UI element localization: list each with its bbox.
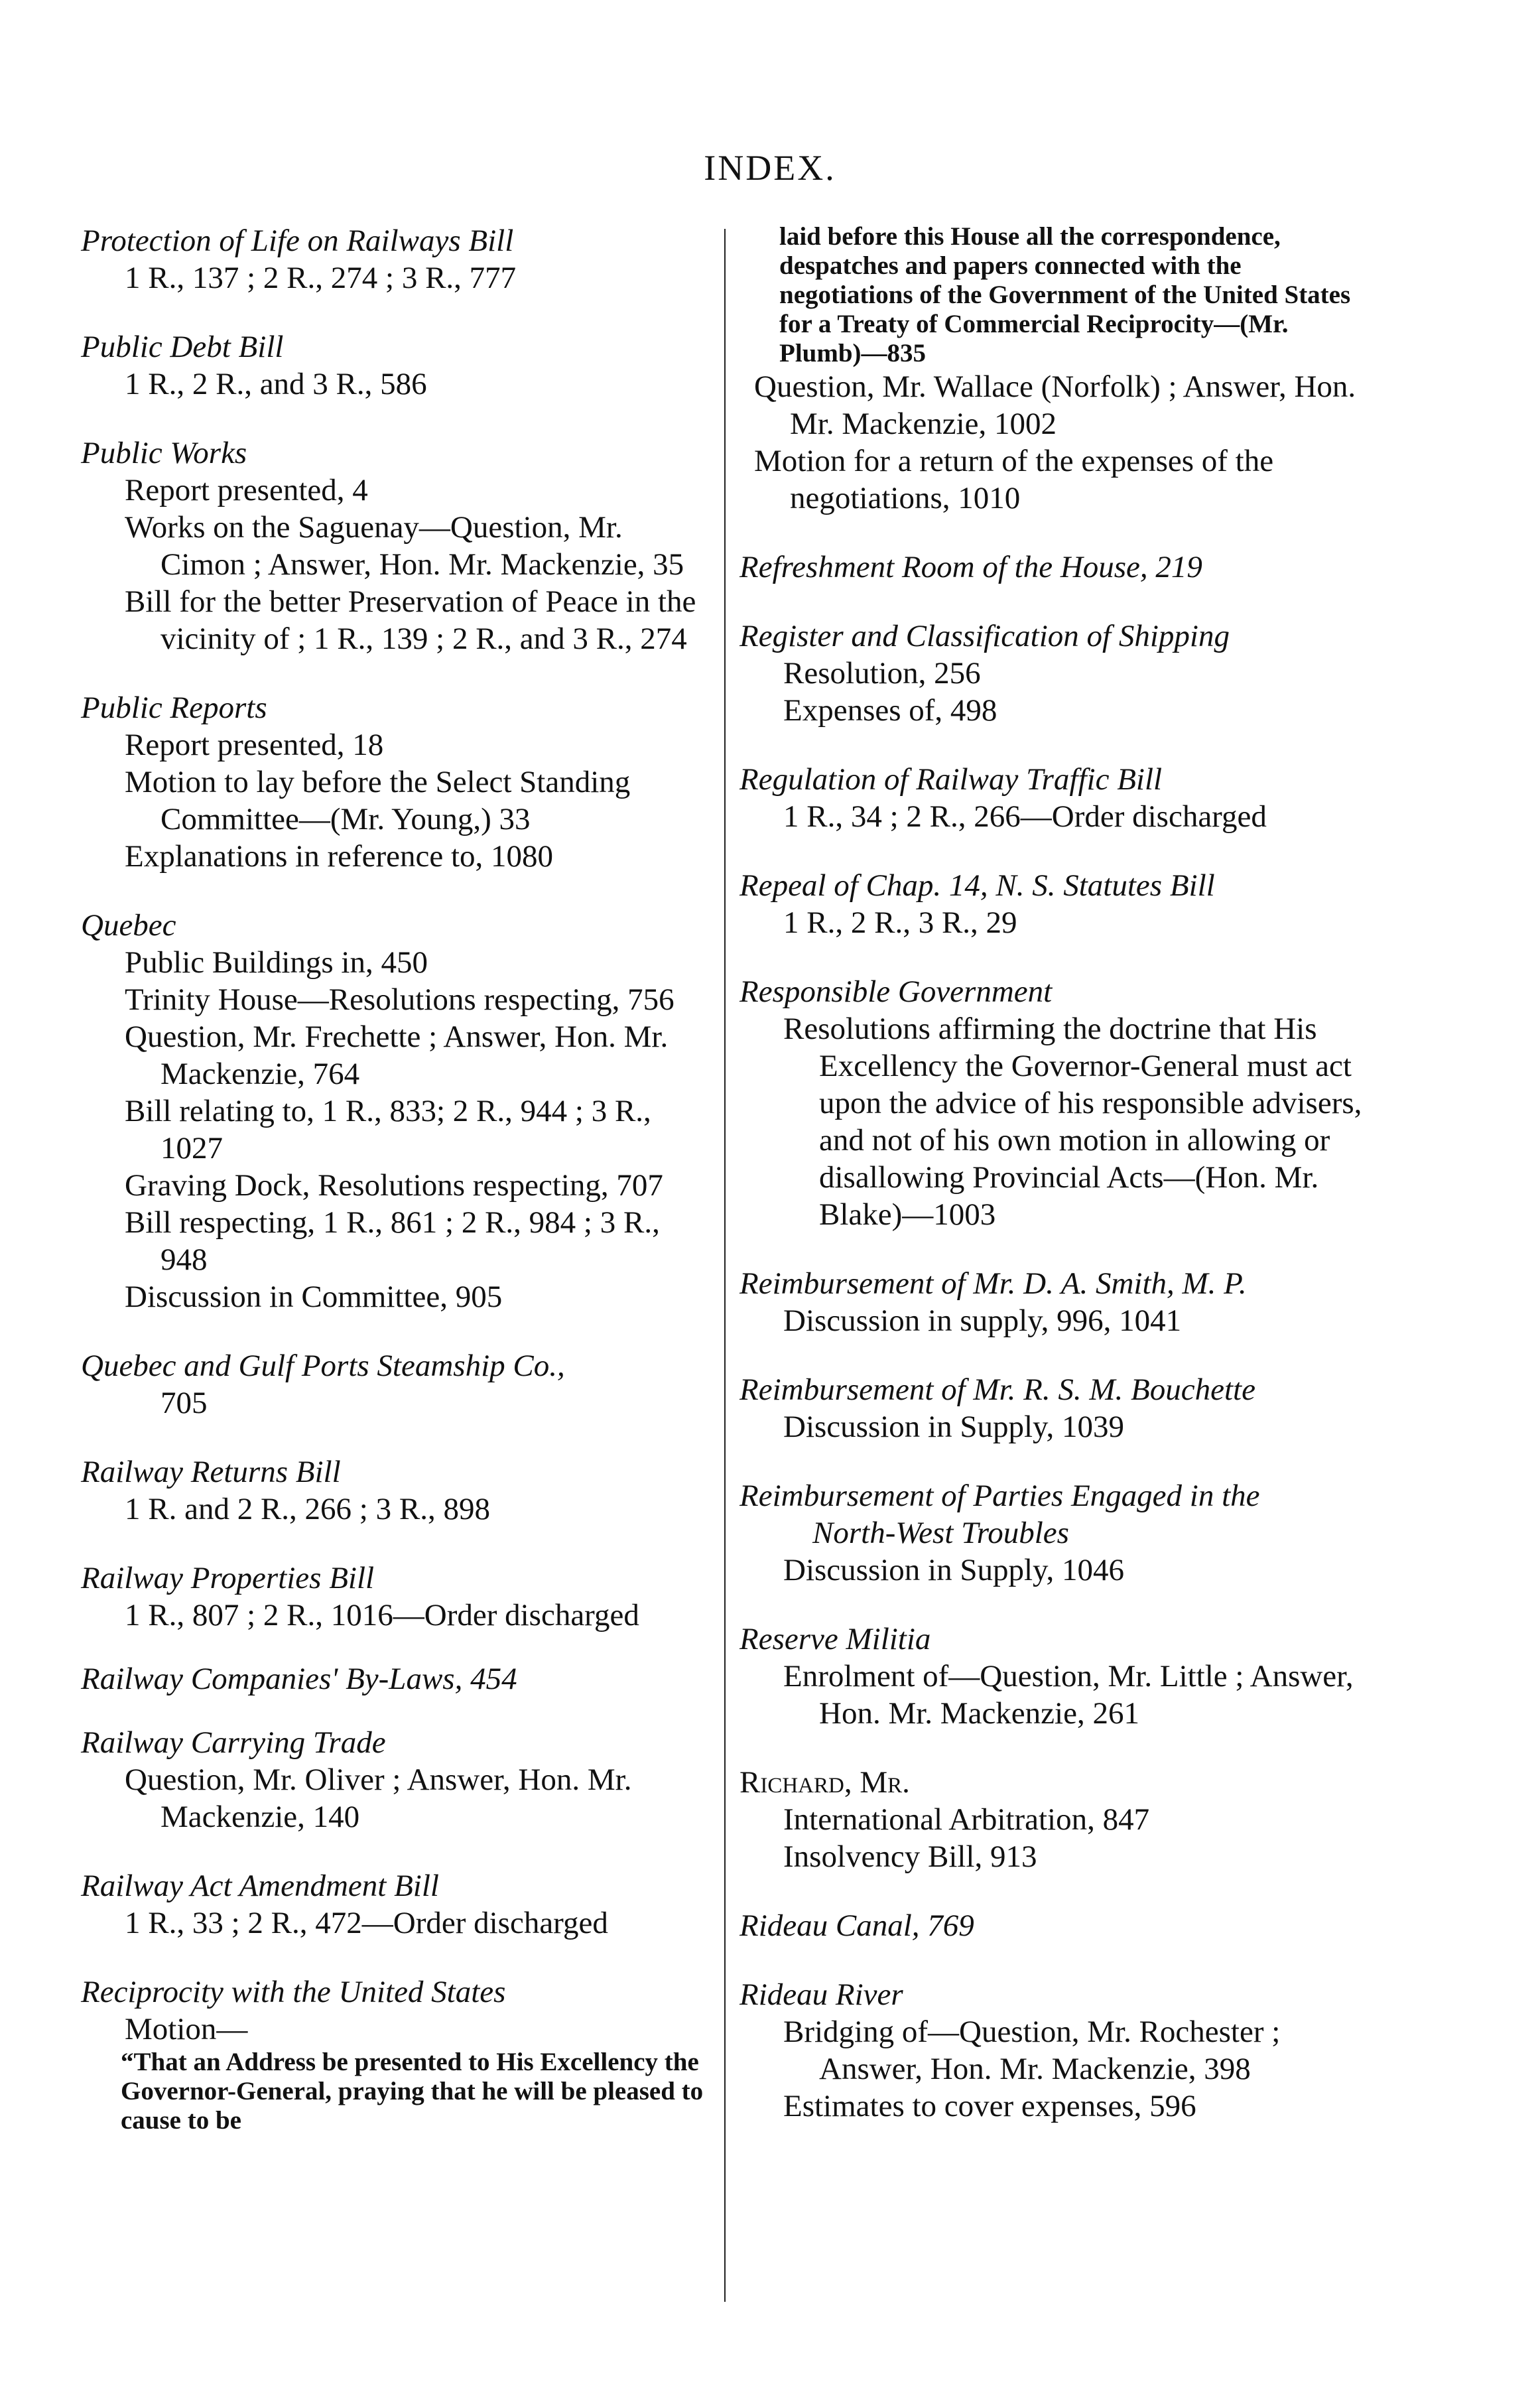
entry-heading: Reserve Militia (739, 1622, 931, 1656)
entry-heading: Public Debt Bill (81, 330, 284, 364)
entry-line: Enrolment of—Question, Mr. Little ; Answer, Hon. Mr. Mackenzie, 261 (783, 1659, 1354, 1731)
entry-line: Estimates to cover expenses, 596 (783, 2089, 1196, 2123)
right-column (739, 222, 1366, 2157)
entry-line: Public Buildings in, 450 (125, 945, 428, 980)
entry-line: Question, Mr. Wallace (Norfolk) ; Answer, Hon. Mr. Mackenzie, 1002 (754, 369, 1356, 441)
page-title: INDEX. (704, 148, 836, 188)
entry-heading: Quebec and Gulf Ports Steamship Co., (81, 1349, 565, 1383)
entry-line: Motion to lay before the Select Standing Committee—(Mr. Young,) 33 (125, 765, 631, 836)
member-name: Richard, Mr. (739, 1765, 910, 1800)
entry-heading: Regulation of Railway Traffic Bill (739, 762, 1163, 797)
entry-line: Motion— (125, 2012, 248, 2046)
entry-heading: Repeal of Chap. 14, N. S. Statutes Bill (739, 868, 1215, 903)
entry-heading: Responsible Government (739, 974, 1053, 1009)
entry-line: Report presented, 4 (125, 473, 368, 507)
left-column (81, 222, 704, 2167)
entry-heading: Public Reports (81, 691, 267, 725)
index-entry (81, 222, 704, 297)
entry-heading: Refreshment Room of the House, 219 (739, 550, 1202, 584)
motion-quote-continued: laid before this House all the correspondence, despatches and papers connected with the negotiations of the Government of the United States for a Treaty of Commercial Reciprocity—(Mr. Plumb)—835 (779, 222, 1351, 367)
entry-line: Bridging of—Question, Mr. Rochester ; Answer, Hon. Mr. Mackenzie, 398 (783, 2015, 1281, 2086)
index-entry (739, 1265, 1366, 1339)
entry-line: Question, Mr. Oliver ; Answer, Hon. Mr. Mackenzie, 140 (125, 1763, 632, 1834)
index-entry (739, 1477, 1366, 1589)
entry-line: Report presented, 18 (125, 728, 384, 762)
entry-heading: Rideau Canal, 769 (739, 1908, 974, 1943)
entry-heading: Railway Act Amendment Bill (81, 1869, 439, 1903)
index-entry (739, 761, 1366, 835)
entry-line: Works on the Saguenay—Question, Mr. Cimon ; Answer, Hon. Mr. Mackenzie, 35 (125, 510, 684, 582)
index-entry (739, 1371, 1366, 1445)
entry-line: Discussion in supply, 996, 1041 (783, 1303, 1182, 1338)
index-entry (739, 867, 1366, 941)
entry-line: 1 R., 2 R., and 3 R., 586 (125, 367, 427, 401)
index-entry (739, 549, 1366, 586)
index-entry (739, 618, 1366, 729)
index-entry (739, 973, 1366, 1233)
entry-heading: Reciprocity with the United States (81, 1975, 506, 2009)
entry-heading: Quebec (81, 908, 176, 943)
entry-heading: Railway Returns Bill (81, 1455, 341, 1489)
entry-line: Discussion in Supply, 1039 (783, 1410, 1124, 1444)
index-entry (739, 1764, 1366, 1875)
index-entry (81, 1560, 704, 1634)
entry-line: 1 R., 33 ; 2 R., 472—Order discharged (125, 1906, 608, 1940)
entry-heading: Railway Properties Bill (81, 1561, 375, 1595)
entry-line: International Arbitration, 847 (783, 1802, 1150, 1837)
column-divider (724, 229, 726, 2302)
entry-line: Insolvency Bill, 913 (783, 1839, 1037, 1874)
entry-line: Bill for the better Preservation of Peace in the vicinity of ; 1 R., 139 ; 2 R., and 3 R., 274 (125, 584, 696, 656)
entry-line: Motion for a return of the expenses of the negotiations, 1010 (754, 444, 1274, 515)
index-entry (739, 1621, 1366, 1732)
entry-line: Explanations in reference to, 1080 (125, 839, 554, 874)
entry-line: 1 R., 807 ; 2 R., 1016—Order discharged (125, 1598, 639, 1632)
entry-line: Trinity House—Resolutions respecting, 756 (125, 982, 674, 1017)
entry-heading: Public Works (81, 436, 247, 470)
entry-heading: Reimbursement of Mr. R. S. M. Bouchette (739, 1372, 1255, 1407)
entry-line: Resolution, 256 (783, 656, 981, 691)
index-entry (739, 222, 1366, 517)
entry-line: 1 R., 34 ; 2 R., 266—Order discharged (783, 799, 1267, 834)
entry-heading-continued: North-West Troubles (812, 1516, 1069, 1550)
entry-line: 1 R., 2 R., 3 R., 29 (783, 905, 1017, 940)
index-entry (81, 1347, 704, 1422)
entry-heading: Protection of Life on Railways Bill (81, 224, 514, 258)
entry-line: Bill relating to, 1 R., 833; 2 R., 944 ; 3 R., 1027 (125, 1094, 651, 1165)
entry-line: Discussion in Committee, 905 (125, 1280, 503, 1314)
entry-line: Resolutions affirming the doctrine that His Excellency the Governor-General must act upon the advice of his responsible advisers, and not of his own motion in allowing or disallowing Provincial Acts—(Hon. Mr. Blake)—1003 (783, 1012, 1362, 1232)
index-entry (81, 907, 704, 1315)
index-entry (81, 1867, 704, 1942)
entry-heading: Railway Carrying Trade (81, 1725, 386, 1760)
index-entry (81, 1724, 704, 1835)
index-entry (81, 434, 704, 657)
index-entry (81, 1973, 704, 2135)
index-entry (81, 1453, 704, 1528)
entry-heading: Register and Classification of Shipping (739, 619, 1230, 653)
entry-line: 1 R., 137 ; 2 R., 274 ; 3 R., 777 (125, 261, 517, 295)
index-entry (739, 1976, 1366, 2125)
entry-line: Expenses of, 498 (783, 693, 997, 728)
entry-line: Graving Dock, Resolutions respecting, 707 (125, 1168, 663, 1203)
index-entry (81, 328, 704, 403)
entry-heading: Reimbursement of Parties Engaged in the (739, 1479, 1260, 1513)
index-entry (739, 1907, 1366, 1944)
entry-heading: Railway Companies' By-Laws, 454 (81, 1662, 517, 1696)
entry-heading: Reimbursement of Mr. D. A. Smith, M. P. (739, 1266, 1247, 1301)
entry-line: Discussion in Supply, 1046 (783, 1553, 1124, 1587)
entry-line: Question, Mr. Frechette ; Answer, Hon. Mr. Mackenzie, 764 (125, 1020, 669, 1091)
motion-quote: “That an Address be presented to His Excellency the Governor-General, praying that he will be pleased to cause to be (121, 2048, 704, 2135)
entry-heading: Rideau River (739, 1977, 903, 2012)
entry-line: Bill respecting, 1 R., 861 ; 2 R., 984 ; 3 R., 948 (125, 1205, 660, 1277)
index-entry (81, 1660, 704, 1697)
entry-line: 705 (160, 1386, 208, 1420)
index-entry (81, 689, 704, 875)
entry-line: 1 R. and 2 R., 266 ; 3 R., 898 (125, 1492, 490, 1526)
